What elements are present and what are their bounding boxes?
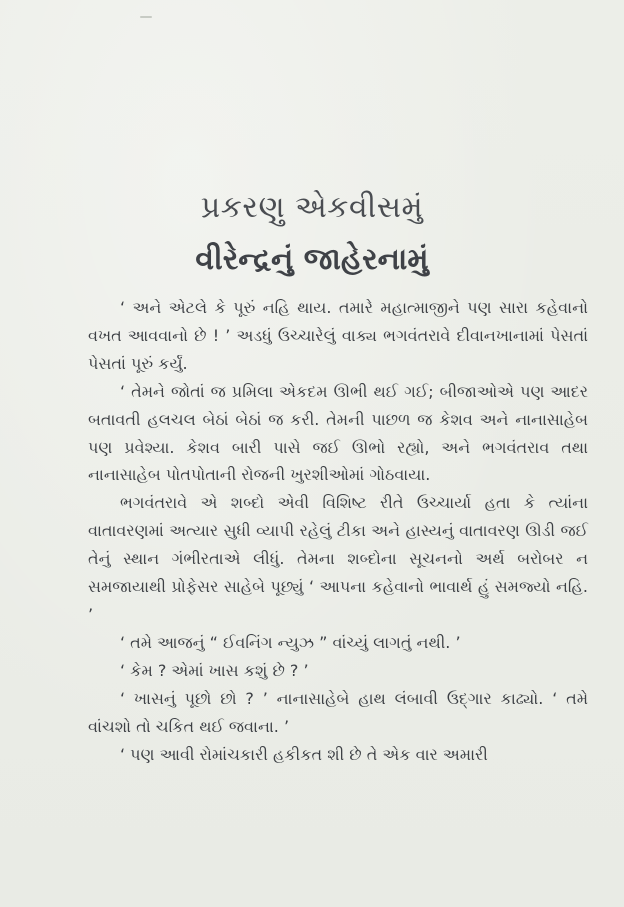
chapter-number: પ્રકરણુ એકવીસમું — [200, 190, 424, 225]
page-speck — [140, 16, 152, 18]
paragraph: ‘ કેમ ? એમાં ખાસ કશું છે ? ’ — [120, 660, 309, 680]
paragraph: ‘ અને એટલે કે પૂરું નહિ થાય. તમારે મહાત્માજીને પણ સારા કહેવાનો વખત આવવાનો છે ! ’ અડધું ઉચ્ચારેલું વાક્ય ભગવંતરાવે દીવાનખાનામાં પેસતાં પેસતાં પૂરું કર્યું. — [88, 298, 588, 373]
chapter-title: વીરેન્દ્રનું જાહેરનામું — [195, 242, 429, 277]
paragraph: ‘ પણ આવી રોમાંચકારી હકીકત શી છે તે એક વાર અમારી — [120, 744, 488, 764]
paragraph: ‘ તેમને જોતાં જ પ્રમિલા એકદમ ઊભી થઈ ગઈ; બીજાઓએ પણ આદર બતાવતી હલચલ બેઠાં બેઠાં જ કરી. તેમની પાછળ જ કેશવ અને નાનાસાહેબ પણ પ્રવેશ્યા. કેશવ બારી પાસે જઈ ઊભો રહ્યો, અને ભગવંતરાવ તથા નાનાસાહેબ પોતપોતાની રોજની ખુરશીઓમાં ગોઠવાયા. — [88, 381, 588, 485]
paragraph: ભગવંતરાવે એ શબ્દો એવી વિશિષ્ટ રીતે ઉચ્ચાર્યા હતા કે ત્યાંના વાતાવરણમાં અત્યાર સુધી વ્યાપી રહેલું ટીકા અને હાસ્યનું વાતાવરણ ઊડી જઈ તેનું સ્થાન ગંભીરતાએ લીધું. તેમના શબ્દોના સૂચનનો અર્થ બરોબર ન સમજાયાથી પ્રોફેસર સાહેબે પૂછ્યું ‘ આપના કહેવાનો ભાવાર્થ હું સમજ્યો નહિ. ’ — [88, 493, 588, 624]
paragraph: ‘ ખાસનું પૂછો છો ? ’ નાનાસાહેબે હાથ લંબાવી ઉદ્ગાર કાઢ્યો. ‘ તમે વાંચશો તો ચકિત થઈ જવાના. ’ — [88, 688, 588, 736]
paragraph: ‘ તમે આજનું “ ઈવનિંગ ન્યુઝ ” વાંચ્યું લાગતું નથી. ’ — [120, 632, 461, 652]
body-text — [88, 294, 588, 768]
